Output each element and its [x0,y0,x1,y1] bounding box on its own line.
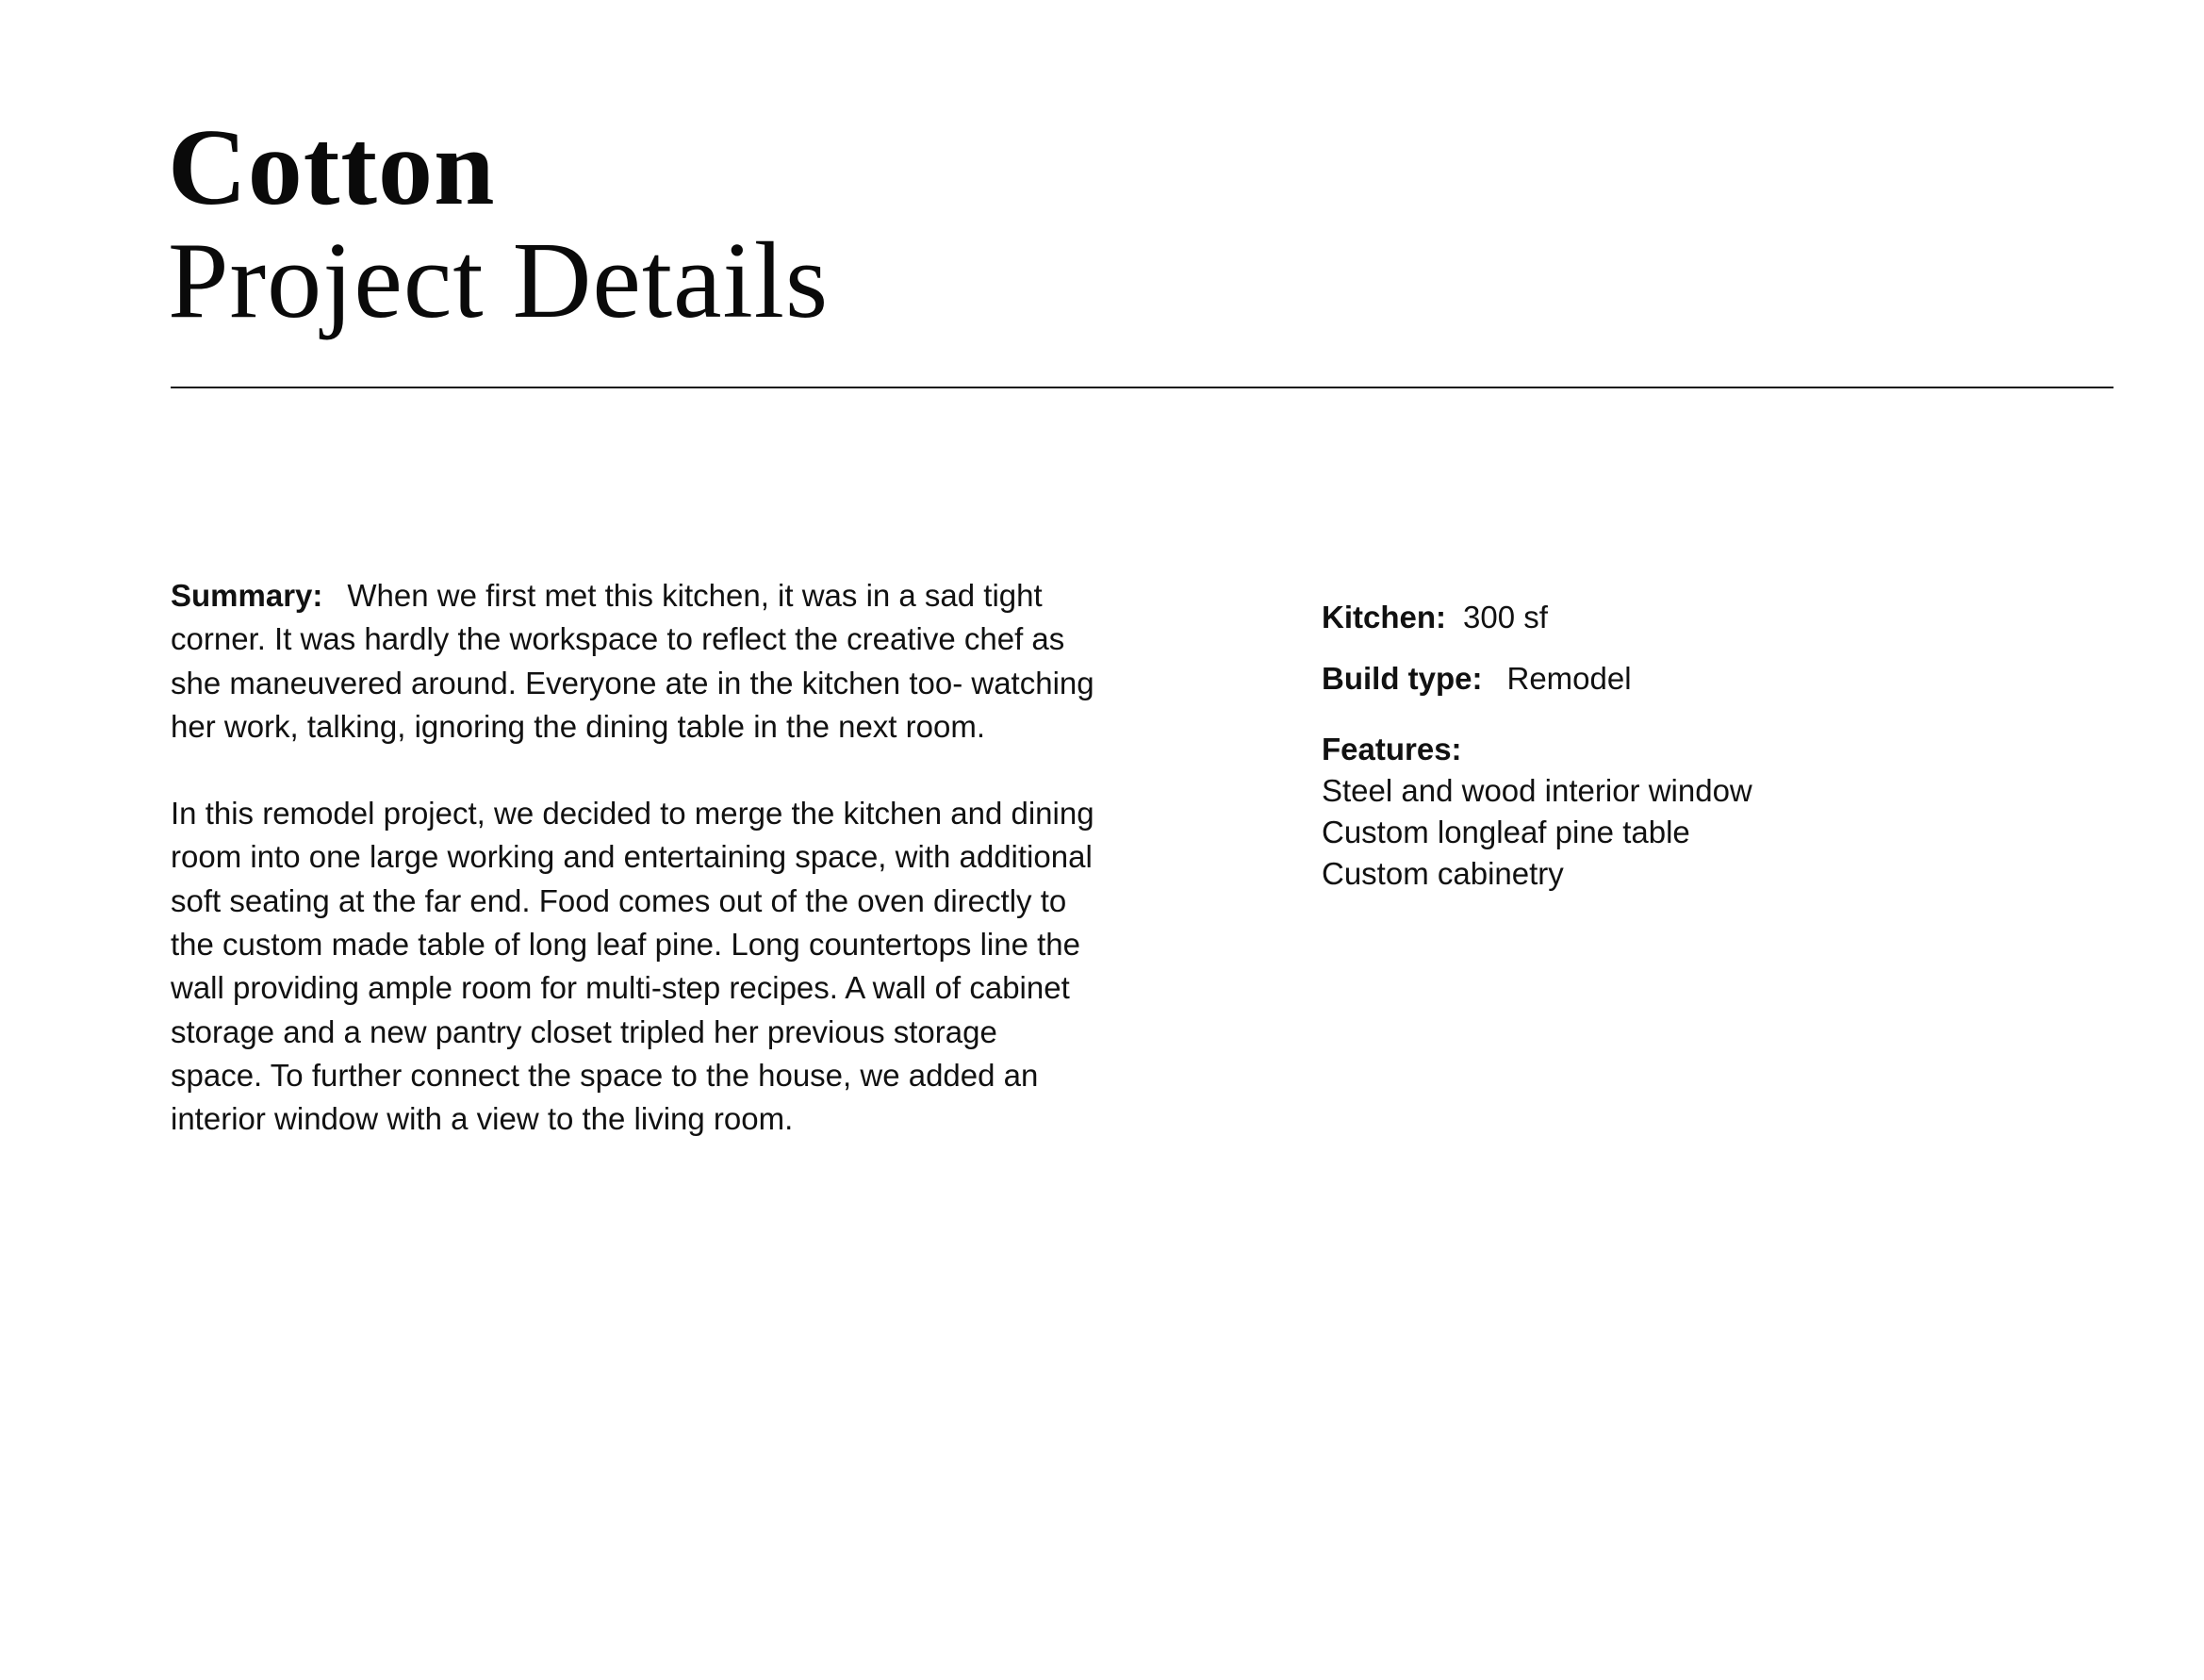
summary-label: Summary: [171,578,323,613]
summary-paragraph-2: In this remodel project, we decided to merge the kitchen and dining room into one large working and entertaining space, with additional soft seating at the far end. Food comes out of the oven directly to the custom made table of long leaf pine. Long countertops line the wall providing ample room for multi-step recipes. A wall of cabinet storage and a new pantry closet tripled her previous storage space. To further connect the space to the house, we added an interior window with a view to the living room. [171,796,1094,1137]
features-heading [1322,729,2076,770]
summary-section [171,574,1094,1142]
list-item: Steel and wood interior window [1322,773,1752,808]
build-type-value: Remodel [1506,661,1632,696]
project-facts [1322,597,2076,895]
summary-text-1: When we first met this kitchen, it was in a sad tight corner. It was hardly the workspace to reflect the creative chef as she maneuvered around. Everyone ate in the kitchen too- watching her work, talking, ignoring the dining table in the next room. [171,578,1094,744]
kitchen-fact [1322,597,2076,638]
features-label: Features: [1322,732,1462,766]
project-name: Cotton [168,107,496,228]
header-divider [171,387,2114,388]
list-item: Custom cabinetry [1322,856,1564,891]
summary-paragraph-1 [171,574,1094,749]
kitchen-label: Kitchen: [1322,600,1446,634]
build-type-label: Build type: [1322,661,1483,696]
kitchen-value: 300 sf [1463,600,1548,634]
features-list [1322,770,2076,895]
list-item: Custom longleaf pine table [1322,815,1690,849]
build-type-fact [1322,658,2076,700]
page-title: Project Details [168,221,830,341]
page-header [168,107,830,341]
